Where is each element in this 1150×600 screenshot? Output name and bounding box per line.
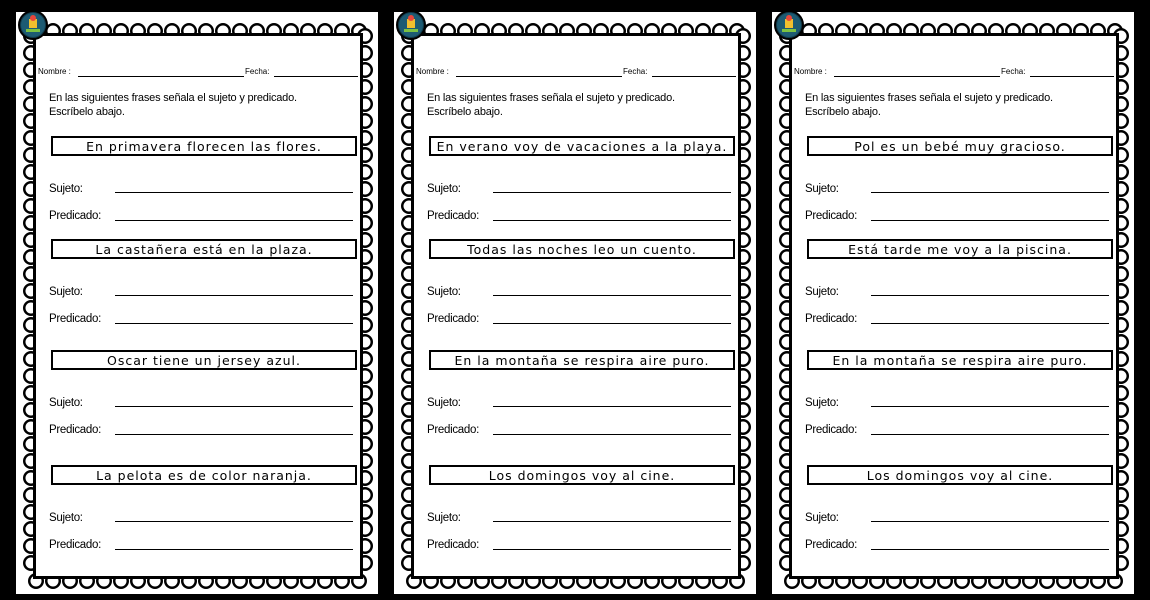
sentence-box: En la montaña se respira aire puro. [807, 350, 1113, 370]
predicate-label: Predicado: [805, 210, 857, 222]
worksheet-page [16, 12, 378, 594]
subject-answer-line[interactable] [871, 295, 1109, 296]
predicate-answer-line[interactable] [493, 220, 731, 221]
predicate-answer-line[interactable] [493, 549, 731, 550]
subject-answer-line[interactable] [493, 521, 731, 522]
name-label: Nombre : [794, 67, 827, 76]
subject-label: Sujeto: [427, 183, 461, 195]
predicate-answer-line[interactable] [115, 434, 353, 435]
name-field[interactable] [78, 76, 244, 77]
school-logo-icon [18, 10, 48, 40]
instructions-line: En las siguientes frases señala el sujeto y predicado. [49, 92, 297, 104]
predicate-label: Predicado: [427, 313, 479, 325]
subject-answer-line[interactable] [115, 295, 353, 296]
subject-answer-line[interactable] [871, 521, 1109, 522]
subject-answer-line[interactable] [115, 521, 353, 522]
subject-answer-line[interactable] [871, 192, 1109, 193]
predicate-label: Predicado: [49, 313, 101, 325]
subject-label: Sujeto: [49, 183, 83, 195]
school-logo-icon [774, 10, 804, 40]
subject-answer-line[interactable] [493, 406, 731, 407]
predicate-answer-line[interactable] [115, 549, 353, 550]
subject-label: Sujeto: [805, 183, 839, 195]
predicate-label: Predicado: [49, 210, 101, 222]
predicate-label: Predicado: [805, 313, 857, 325]
predicate-label: Predicado: [427, 210, 479, 222]
subject-answer-line[interactable] [115, 192, 353, 193]
sentence-box: En verano voy de vacaciones a la playa. [429, 136, 735, 156]
subject-label: Sujeto: [427, 512, 461, 524]
predicate-answer-line[interactable] [871, 220, 1109, 221]
worksheet-page [394, 12, 756, 594]
subject-answer-line[interactable] [115, 406, 353, 407]
predicate-label: Predicado: [805, 539, 857, 551]
worksheet-page [772, 12, 1134, 594]
predicate-answer-line[interactable] [115, 220, 353, 221]
predicate-answer-line[interactable] [493, 323, 731, 324]
subject-label: Sujeto: [49, 286, 83, 298]
subject-answer-line[interactable] [871, 406, 1109, 407]
sentence-box: Los domingos voy al cine. [807, 465, 1113, 485]
predicate-answer-line[interactable] [493, 434, 731, 435]
date-field[interactable] [652, 76, 736, 77]
instructions-line: En las siguientes frases señala el sujeto y predicado. [427, 92, 675, 104]
name-label: Nombre : [416, 67, 449, 76]
subject-label: Sujeto: [49, 397, 83, 409]
instructions [805, 91, 1115, 119]
school-logo-icon [396, 10, 426, 40]
sentence-box: Todas las noches leo un cuento. [429, 239, 735, 259]
sentence-box: La pelota es de color naranja. [51, 465, 357, 485]
date-label: Fecha: [245, 67, 270, 76]
predicate-answer-line[interactable] [871, 434, 1109, 435]
subject-label: Sujeto: [805, 397, 839, 409]
sentence-box: En primavera florecen las flores. [51, 136, 357, 156]
subject-label: Sujeto: [805, 512, 839, 524]
date-field[interactable] [1030, 76, 1114, 77]
instructions-line: En las siguientes frases señala el sujeto y predicado. [805, 92, 1053, 104]
sentence-box: Oscar tiene un jersey azul. [51, 350, 357, 370]
instructions [49, 91, 359, 119]
sentence-box: Pol es un bebé muy gracioso. [807, 136, 1113, 156]
predicate-label: Predicado: [805, 424, 857, 436]
instructions-line: Escríbelo abajo. [427, 106, 503, 118]
name-label: Nombre : [38, 67, 71, 76]
predicate-label: Predicado: [49, 539, 101, 551]
date-field[interactable] [274, 76, 358, 77]
sentence-box: En la montaña se respira aire puro. [429, 350, 735, 370]
subject-label: Sujeto: [427, 286, 461, 298]
instructions-line: Escríbelo abajo. [805, 106, 881, 118]
subject-label: Sujeto: [427, 397, 461, 409]
predicate-answer-line[interactable] [871, 549, 1109, 550]
predicate-label: Predicado: [49, 424, 101, 436]
date-label: Fecha: [623, 67, 648, 76]
subject-label: Sujeto: [49, 512, 83, 524]
sentence-box: Está tarde me voy a la piscina. [807, 239, 1113, 259]
subject-answer-line[interactable] [493, 192, 731, 193]
sentence-box: La castañera está en la plaza. [51, 239, 357, 259]
name-field[interactable] [834, 76, 1000, 77]
name-field[interactable] [456, 76, 622, 77]
sentence-box: Los domingos voy al cine. [429, 465, 735, 485]
instructions [427, 91, 737, 119]
subject-answer-line[interactable] [493, 295, 731, 296]
date-label: Fecha: [1001, 67, 1026, 76]
predicate-answer-line[interactable] [871, 323, 1109, 324]
instructions-line: Escríbelo abajo. [49, 106, 125, 118]
predicate-label: Predicado: [427, 424, 479, 436]
predicate-answer-line[interactable] [115, 323, 353, 324]
predicate-label: Predicado: [427, 539, 479, 551]
subject-label: Sujeto: [805, 286, 839, 298]
